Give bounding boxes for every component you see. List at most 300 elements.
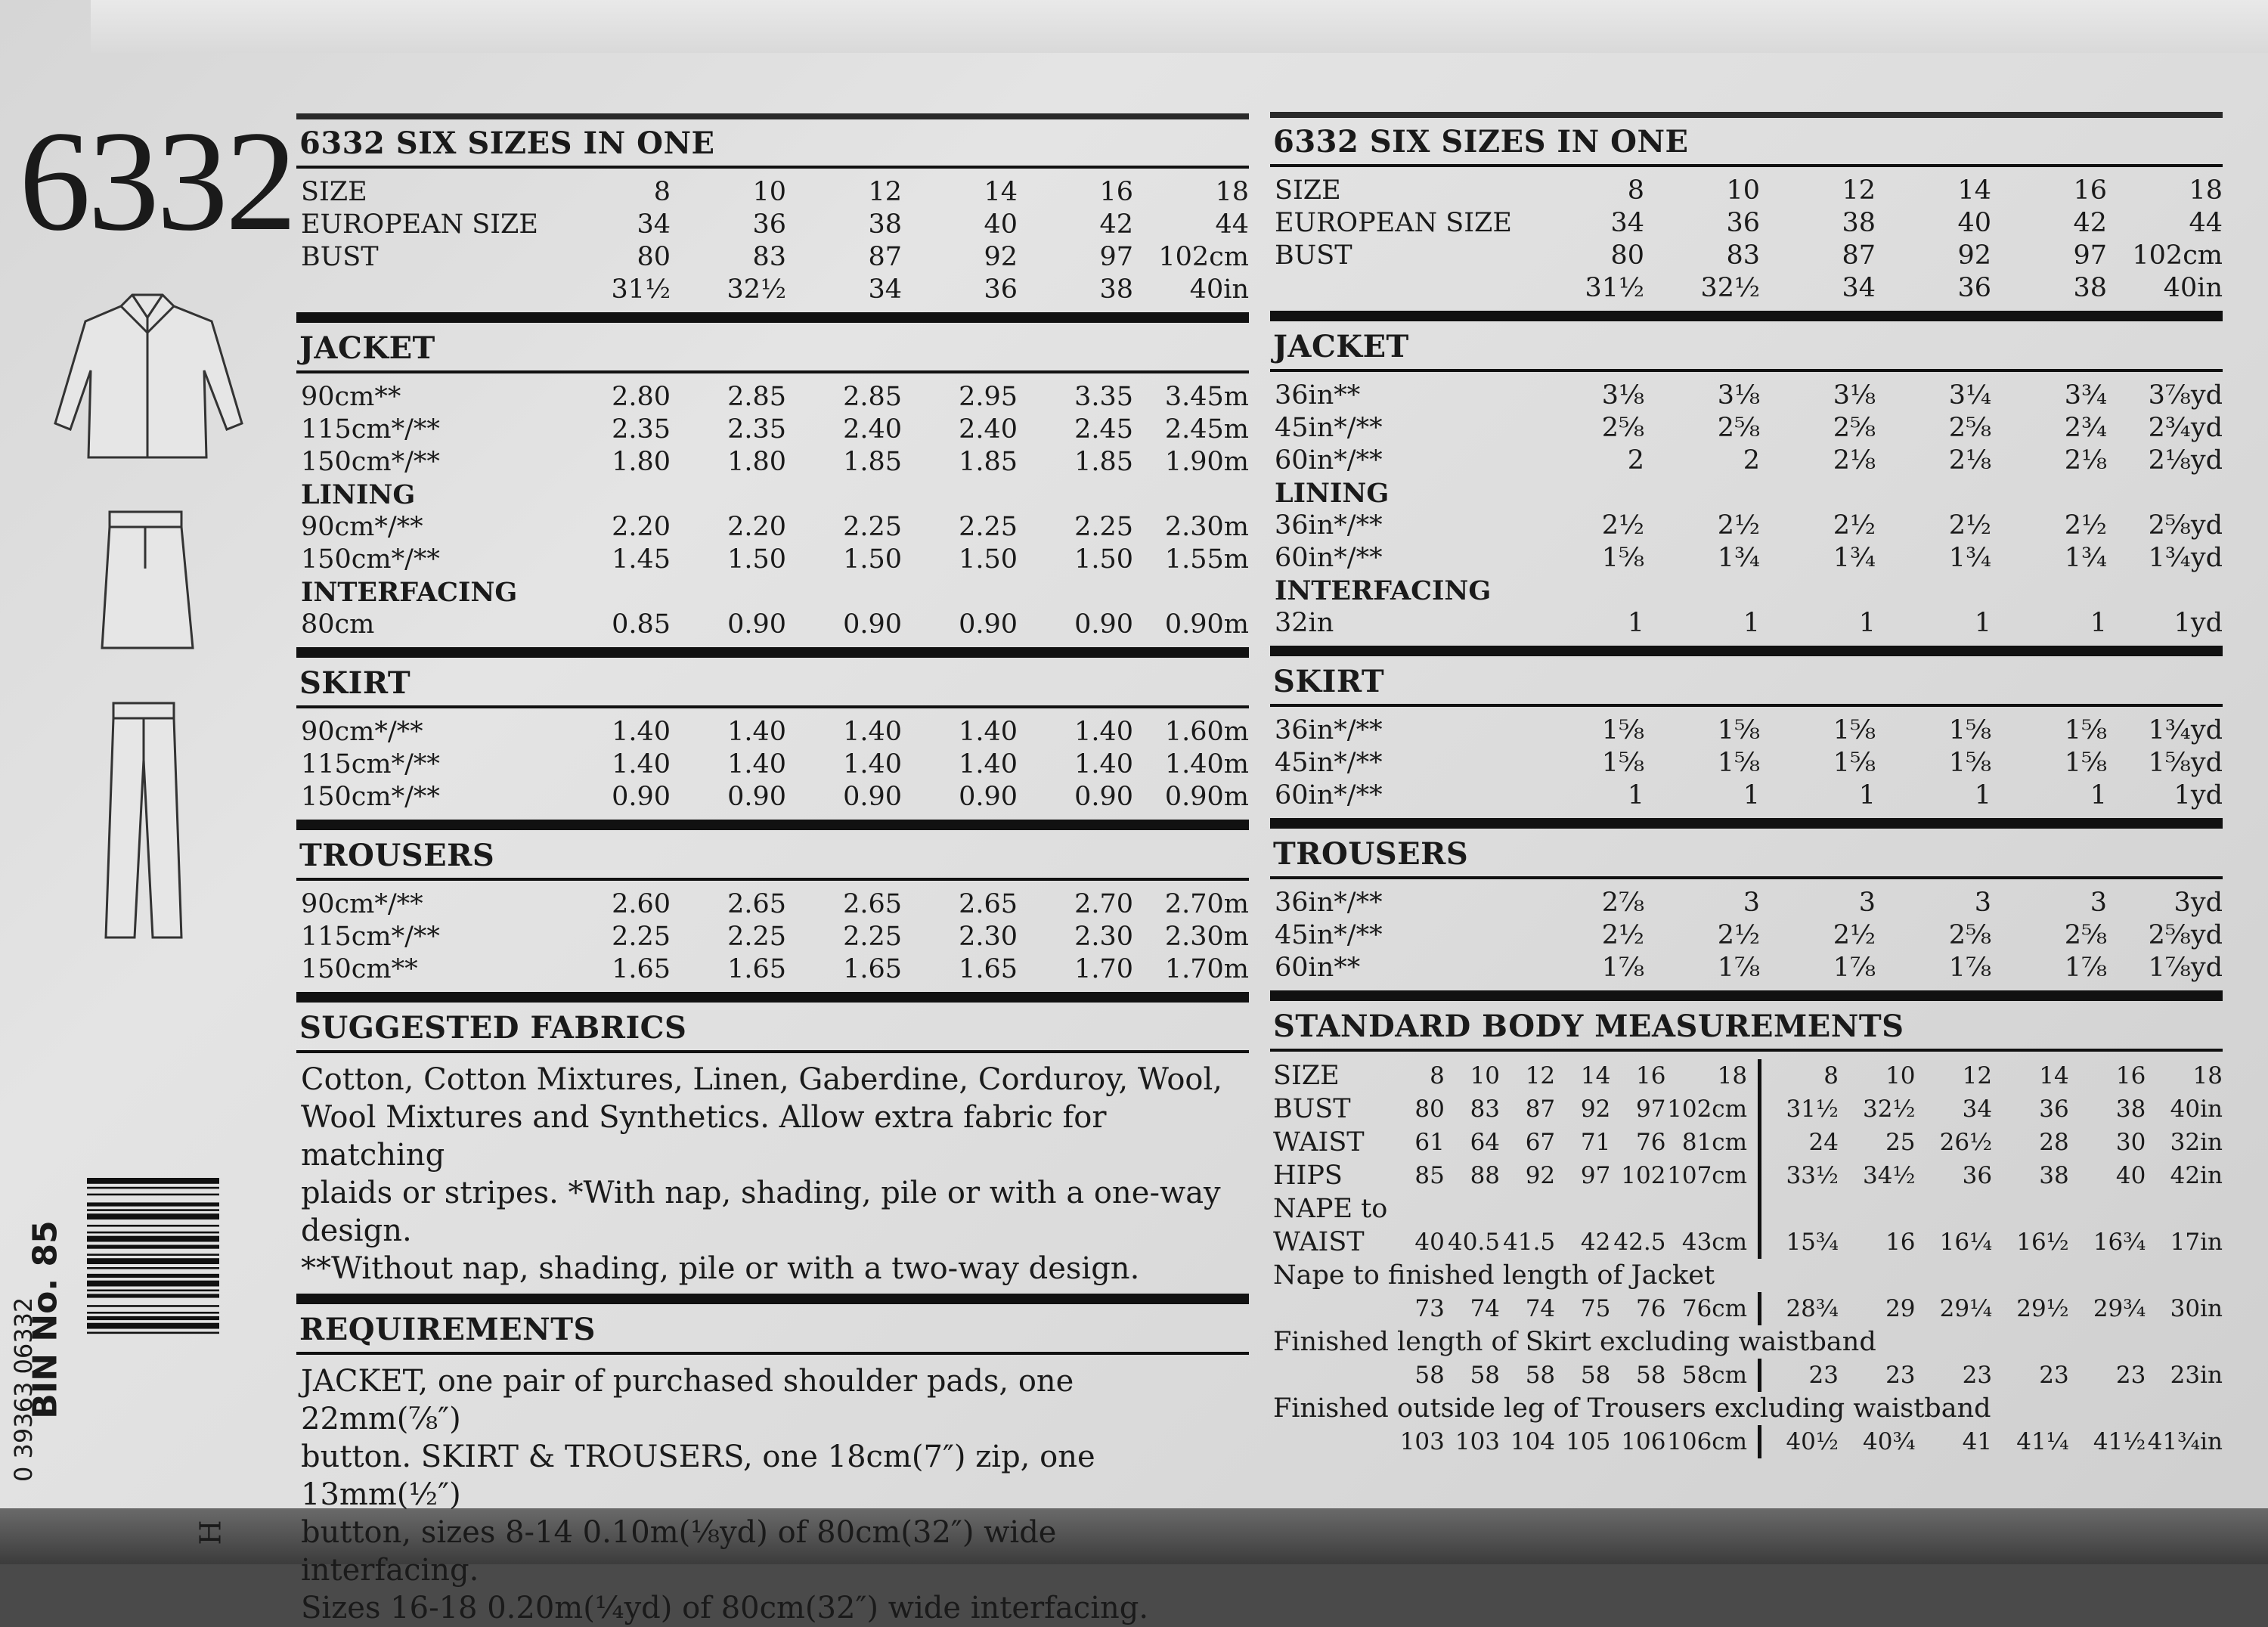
cell-value: 2½ <box>1601 510 1644 541</box>
cell-value: 1.40 <box>959 717 1018 747</box>
in-value: 16¾ <box>2093 1229 2146 1256</box>
imperial-jacket-table <box>1270 380 2223 640</box>
cell-value: 42 <box>1099 209 1133 240</box>
subheading-row <box>1270 575 2223 607</box>
empty-cell <box>1839 1192 1916 1226</box>
cell-value: 2.45m <box>1164 414 1249 445</box>
metric-skirt-table <box>296 716 1249 814</box>
cell-value: 40in <box>2163 273 2223 303</box>
cell-value: 2⅛ <box>1833 445 1876 476</box>
body-measurements-table <box>1270 1059 2223 1458</box>
measurement-row <box>1270 1126 2223 1159</box>
row-label: BUST <box>1275 240 1352 271</box>
cell-value: 2.95 <box>959 382 1018 412</box>
cell-value: 1⅝ <box>1833 715 1876 745</box>
in-value: 41½ <box>2093 1428 2146 1455</box>
divider <box>296 705 1249 708</box>
in-value: 12 <box>1962 1062 1993 1089</box>
cell-value: 3¼ <box>1948 380 1991 411</box>
row-label: 36in*/** <box>1275 715 1383 745</box>
row-label: 60in*/** <box>1275 780 1383 810</box>
cell-value: 2.85 <box>727 382 786 412</box>
table-row <box>296 748 1249 781</box>
measurement-title-row <box>1270 1259 2223 1292</box>
table-row <box>1270 714 2223 747</box>
metric-jacket-heading: JACKET <box>299 330 435 366</box>
cell-value: 1.70m <box>1164 954 1249 984</box>
cm-value: 92 <box>1525 1162 1556 1189</box>
cell-value: 3¾ <box>2064 380 2107 411</box>
subheading: INTERFACING <box>1275 575 1492 606</box>
in-value: 23in <box>2170 1362 2223 1389</box>
table-row <box>296 446 1249 479</box>
measurement-label: SIZE <box>1273 1061 1340 1091</box>
cm-value: 80 <box>1414 1096 1445 1123</box>
metric-trousers-heading: TROUSERS <box>299 838 495 873</box>
row-label: BUST <box>301 242 379 272</box>
in-value: 32in <box>2170 1129 2223 1156</box>
cell-value: 1.90m <box>1164 447 1249 477</box>
table-row <box>1270 175 2223 207</box>
in-value: 23 <box>1808 1362 1839 1389</box>
cm-value: 18 <box>1717 1062 1748 1089</box>
cell-value: 1⅝yd <box>2148 748 2223 778</box>
measurement-title-row <box>1270 1325 2223 1359</box>
table-row <box>296 921 1249 953</box>
cm-value: 58 <box>1580 1362 1611 1389</box>
cell-value: 2.25 <box>1074 512 1133 542</box>
text-line: button. SKIRT & TROUSERS, one 18cm(7″) zip, one 13mm(½″) <box>301 1440 1095 1512</box>
cell-value: 1.80 <box>727 447 786 477</box>
barcode-bar <box>87 1187 219 1189</box>
imperial-trousers-table <box>1270 887 2223 984</box>
cell-value: 1.40 <box>1074 749 1133 779</box>
in-value: 17in <box>2170 1229 2223 1256</box>
column-separator <box>1747 1159 1760 1192</box>
text-line: plaids or stripes. *With nap, shading, pile or with a one-way design. <box>301 1176 1221 1248</box>
cell-value: 1⅝ <box>1601 543 1644 573</box>
divider <box>1270 818 2223 829</box>
cell-value: 0.90 <box>843 782 902 812</box>
handwritten-mark: H <box>194 1520 228 1545</box>
cell-value: 2.35 <box>727 414 786 445</box>
table-row <box>1270 887 2223 919</box>
column-separator <box>1747 1059 1760 1092</box>
row-label: 36in*/** <box>1275 510 1383 541</box>
imperial-jacket-heading: JACKET <box>1273 329 1409 364</box>
row-label <box>296 274 555 306</box>
metric-trousers-table <box>296 888 1249 986</box>
in-value: 10 <box>1885 1062 1916 1089</box>
cell-value: 2.65 <box>959 889 1018 919</box>
cell-value: 1.85 <box>959 447 1018 477</box>
cell-value: 2.25 <box>612 922 671 952</box>
column-separator <box>1747 1359 1760 1392</box>
in-value: 31½ <box>1786 1096 1839 1123</box>
cell-value: 80 <box>1610 240 1644 271</box>
cell-value: 0.90m <box>1164 782 1249 812</box>
cell-value: 3 <box>2090 888 2107 918</box>
cell-value: 1¾ <box>1948 543 1991 573</box>
cm-value: 71 <box>1580 1129 1611 1156</box>
imperial-skirt-table <box>1270 714 2223 812</box>
cell-value: 12 <box>868 177 902 207</box>
barcode-bar <box>87 1281 219 1287</box>
cell-value: 80 <box>637 242 671 272</box>
cm-value: 104 <box>1510 1428 1556 1455</box>
table-row <box>1270 380 2223 412</box>
cell-value: 2 <box>1627 445 1644 476</box>
row-label: 45in*/** <box>1275 920 1383 950</box>
table-row <box>296 176 1249 209</box>
cell-value: 3⅞yd <box>2148 380 2223 411</box>
measurement-label: HIPS <box>1273 1161 1343 1191</box>
measurement-row <box>1270 1359 2223 1392</box>
cm-value: 67 <box>1525 1129 1556 1156</box>
in-value: 29¾ <box>2093 1295 2146 1322</box>
cell-value: 0.90 <box>1074 609 1133 640</box>
cell-value: 1⅝ <box>1601 748 1644 778</box>
measurement-label <box>1270 1425 1390 1458</box>
cell-value: 1 <box>1974 780 1991 810</box>
divider <box>296 166 1249 169</box>
cm-value: 103 <box>1455 1428 1501 1455</box>
cell-value: 2⅝ <box>2064 920 2107 950</box>
measurement-row <box>1270 1092 2223 1126</box>
cm-value: 85 <box>1414 1162 1445 1189</box>
in-value: 29½ <box>2016 1295 2069 1322</box>
cell-value: 1.50 <box>843 544 902 575</box>
cell-value: 2.40 <box>843 414 902 445</box>
cm-value: 40 <box>1414 1229 1445 1256</box>
measurement-label: WAIST <box>1273 1127 1365 1157</box>
cell-value: 2⅝yd <box>2148 510 2223 541</box>
table-row <box>1270 240 2223 272</box>
cell-value: 1.50 <box>959 544 1018 575</box>
table-row <box>1270 412 2223 445</box>
cell-value: 1.85 <box>843 447 902 477</box>
barcode-bar <box>87 1254 219 1256</box>
cell-value: 1.40 <box>843 717 902 747</box>
cell-value: 32½ <box>727 274 786 305</box>
row-label: 90cm*/** <box>301 717 423 747</box>
table-row <box>1270 607 2223 640</box>
in-value: 16 <box>1885 1229 1916 1256</box>
cell-value: 3⅛ <box>1833 380 1876 411</box>
cell-value: 83 <box>752 242 786 272</box>
barcode-bar <box>87 1209 219 1211</box>
cell-value: 1.40 <box>727 749 786 779</box>
in-value: 23 <box>2115 1362 2146 1389</box>
barcode-bar <box>87 1290 219 1292</box>
cm-value: 102 <box>1621 1162 1666 1189</box>
cm-value: 58 <box>1470 1362 1501 1389</box>
cm-value: 92 <box>1580 1096 1611 1123</box>
cm-value: 87 <box>1525 1096 1556 1123</box>
table-row <box>296 716 1249 748</box>
row-label: 115cm*/** <box>301 414 440 445</box>
cell-value: 1.65 <box>843 954 902 984</box>
cell-value: 10 <box>1726 175 1760 206</box>
cm-value: 73 <box>1414 1295 1445 1322</box>
cm-value: 43cm <box>1681 1229 1748 1256</box>
skirt-illustration <box>98 508 197 652</box>
cell-value: 1¾ <box>1717 543 1760 573</box>
empty-cell <box>1500 1192 1555 1226</box>
cell-value: 18 <box>2189 175 2223 206</box>
text-line: Cotton, Cotton Mixtures, Linen, Gaberdine, Corduroy, Wool, <box>301 1062 1223 1097</box>
in-value: 24 <box>1808 1129 1839 1156</box>
cm-value: 107cm <box>1667 1162 1748 1189</box>
row-label: 150cm** <box>301 954 418 984</box>
cell-value: 1 <box>2090 608 2107 638</box>
cell-value: 36 <box>1957 273 1991 303</box>
subheading: LINING <box>1275 478 1390 509</box>
subheading-row <box>296 479 1249 511</box>
cm-value: 97 <box>1635 1096 1666 1123</box>
cell-value: 36 <box>984 274 1018 305</box>
imperial-title: 6332 SIX SIZES IN ONE <box>1273 124 1689 160</box>
empty-cell <box>1760 1192 1839 1226</box>
barcode-bar <box>87 1225 219 1227</box>
empty-cell <box>2146 1192 2223 1226</box>
cell-value: 2.25 <box>843 922 902 952</box>
cell-value: 1⅝ <box>1948 748 1991 778</box>
envelope-top-edge <box>91 0 2268 53</box>
body-measurements-heading: STANDARD BODY MEASUREMENTS <box>1273 1009 1904 1044</box>
cm-value: 75 <box>1580 1295 1611 1322</box>
cell-value: 3 <box>1858 888 1876 918</box>
cm-value: 8 <box>1430 1062 1445 1089</box>
in-value: 38 <box>2115 1096 2146 1123</box>
in-value: 8 <box>1823 1062 1839 1089</box>
requirements-text <box>296 1362 1238 1627</box>
measurement-label <box>1270 1292 1390 1325</box>
table-row <box>1270 542 2223 575</box>
barcode-bar <box>87 1258 219 1264</box>
subheading: INTERFACING <box>301 577 518 608</box>
divider <box>1270 646 2223 656</box>
cell-value: 12 <box>1842 175 1876 206</box>
cell-value: 1⅞ <box>1833 953 1876 983</box>
barcode-bar <box>87 1294 219 1297</box>
cm-value: 64 <box>1470 1129 1501 1156</box>
table-row <box>1270 207 2223 240</box>
measurement-row <box>1270 1192 2223 1226</box>
cell-value: 2.30m <box>1164 922 1249 952</box>
row-label: 32in <box>1275 608 1334 638</box>
cell-value: 2.45 <box>1074 414 1133 445</box>
in-value: 28 <box>2039 1129 2069 1156</box>
pattern-number: 6332 <box>19 102 294 261</box>
cell-value: 2.65 <box>727 889 786 919</box>
cm-value: 58 <box>1635 1362 1666 1389</box>
cell-value: 8 <box>653 177 671 207</box>
cell-value: 1.40 <box>612 717 671 747</box>
barcode-bar <box>87 1323 219 1329</box>
divider <box>296 370 1249 373</box>
cell-value: 2½ <box>1717 510 1760 541</box>
in-value: 42in <box>2170 1162 2223 1189</box>
in-value: 32½ <box>1863 1096 1916 1123</box>
in-value: 23 <box>2039 1362 2069 1389</box>
in-value: 14 <box>2039 1062 2069 1089</box>
table-row <box>296 609 1249 641</box>
cell-value: 1¾yd <box>2148 543 2223 573</box>
cm-value: 12 <box>1525 1062 1556 1089</box>
row-label: 90cm** <box>301 382 401 412</box>
empty-cell <box>1390 1192 1445 1226</box>
in-value: 36 <box>2039 1096 2069 1123</box>
in-value: 40¾ <box>1863 1428 1916 1455</box>
cell-value: 92 <box>1957 240 1991 271</box>
cell-value: 1.60m <box>1164 717 1249 747</box>
cm-value: 10 <box>1470 1062 1501 1089</box>
cell-value: 1.40 <box>843 749 902 779</box>
divider <box>1270 164 2223 167</box>
cell-value: 2.30 <box>959 922 1018 952</box>
in-value: 30 <box>2115 1129 2146 1156</box>
cm-value: 61 <box>1414 1129 1445 1156</box>
cell-value: 97 <box>1099 242 1133 272</box>
cell-value: 1.55m <box>1164 544 1249 575</box>
table-row <box>1270 952 2223 984</box>
table-row <box>1270 510 2223 542</box>
cell-value: 40 <box>1957 208 1991 238</box>
fabrics-text <box>296 1061 1238 1288</box>
cell-value: 1.45 <box>612 544 671 575</box>
row-label: 90cm*/** <box>301 889 423 919</box>
top-rule <box>296 113 1249 119</box>
cell-value: 1⅝ <box>1833 748 1876 778</box>
in-value: 36 <box>1962 1162 1993 1189</box>
column-separator <box>1747 1192 1760 1226</box>
cell-value: 92 <box>984 242 1018 272</box>
row-label: 60in*/** <box>1275 445 1383 476</box>
metric-column <box>296 113 1249 1627</box>
cell-value: 87 <box>868 242 902 272</box>
cell-value: 1.85 <box>1074 447 1133 477</box>
cm-value: 74 <box>1470 1295 1501 1322</box>
row-label: 36in*/** <box>1275 888 1383 918</box>
cell-value: 2⅝ <box>1948 413 1991 443</box>
column-separator <box>1747 1126 1760 1159</box>
subheading: LINING <box>301 479 416 510</box>
table-row <box>1270 272 2223 305</box>
barcode-bar <box>87 1274 219 1278</box>
row-label: 150cm*/** <box>301 782 440 812</box>
barcode-bar <box>87 1316 219 1320</box>
cell-value: 34 <box>1842 273 1876 303</box>
cell-value: 0.90 <box>843 609 902 640</box>
cell-value: 1 <box>1627 780 1644 810</box>
cell-value: 2¾yd <box>2148 413 2223 443</box>
imperial-skirt-heading: SKIRT <box>1273 664 1385 699</box>
cm-value: 16 <box>1635 1062 1666 1089</box>
metric-title: 6332 SIX SIZES IN ONE <box>299 126 715 161</box>
in-value: 25 <box>1885 1129 1916 1156</box>
cell-value: 34 <box>637 209 671 240</box>
cell-value: 3 <box>1743 888 1760 918</box>
subheading-row <box>1270 477 2223 510</box>
cell-value: 1⅞ <box>2064 953 2107 983</box>
in-value: 40 <box>2115 1162 2146 1189</box>
cell-value: 2⅛ <box>2064 445 2107 476</box>
cell-value: 87 <box>1842 240 1876 271</box>
cell-value: 14 <box>984 177 1018 207</box>
metric-jacket-table <box>296 381 1249 641</box>
in-value: 16½ <box>2016 1229 2069 1256</box>
cell-value: 2.25 <box>727 922 786 952</box>
in-value: 41¾in <box>2147 1428 2223 1455</box>
divider <box>1270 876 2223 879</box>
row-label <box>1270 272 1529 305</box>
column-separator <box>1747 1092 1760 1126</box>
cell-value: 2.35 <box>612 414 671 445</box>
cell-value: 34 <box>1610 208 1644 238</box>
table-row <box>296 381 1249 414</box>
measurement-title: Finished outside leg of Trousers excluding waistband <box>1273 1393 1991 1424</box>
imperial-size-table <box>1270 175 2223 305</box>
barcode <box>57 1172 219 1474</box>
metric-size-table <box>296 176 1249 306</box>
cell-value: 3yd <box>2174 888 2223 918</box>
trousers-illustration <box>98 699 189 941</box>
table-row <box>296 274 1249 306</box>
cell-value: 1 <box>1627 608 1644 638</box>
row-label: EUROPEAN SIZE <box>1275 208 1512 238</box>
cell-value: 36 <box>752 209 786 240</box>
cell-value: 8 <box>1627 175 1644 206</box>
cell-value: 2⅛yd <box>2148 445 2223 476</box>
in-value: 26½ <box>1939 1129 1993 1156</box>
measurement-row <box>1270 1226 2223 1259</box>
cell-value: 2⅝yd <box>2148 920 2223 950</box>
cm-value: 58cm <box>1681 1362 1748 1389</box>
cell-value: 1⅝ <box>1948 715 1991 745</box>
cm-value: 83 <box>1470 1096 1501 1123</box>
cm-value: 74 <box>1525 1295 1556 1322</box>
cell-value: 42 <box>2073 208 2107 238</box>
metric-skirt-heading: SKIRT <box>299 665 411 701</box>
measurement-row <box>1270 1292 2223 1325</box>
empty-cell <box>1555 1192 1610 1226</box>
cell-value: 38 <box>2073 273 2107 303</box>
divider <box>296 1294 1249 1304</box>
in-value: 28¾ <box>1786 1295 1839 1322</box>
cell-value: 2⅞ <box>1601 888 1644 918</box>
cell-value: 2½ <box>2064 510 2107 541</box>
text-line: **Without nap, shading, pile or with a two-way design. <box>301 1251 1140 1286</box>
cell-value: 2.80 <box>612 382 671 412</box>
table-row <box>1270 919 2223 952</box>
divider <box>296 820 1249 830</box>
cell-value: 2.20 <box>612 512 671 542</box>
cm-value: 58 <box>1525 1362 1556 1389</box>
cell-value: 0.90 <box>612 782 671 812</box>
cm-value: 14 <box>1580 1062 1611 1089</box>
cell-value: 3⅛ <box>1601 380 1644 411</box>
cell-value: 44 <box>1215 209 1249 240</box>
cell-value: 32½ <box>1700 273 1760 303</box>
table-row <box>1270 779 2223 812</box>
empty-cell <box>1992 1192 2069 1226</box>
measurement-title: Finished length of Skirt excluding waistband <box>1273 1327 1876 1357</box>
divider <box>296 1050 1249 1053</box>
cell-value: 3⅛ <box>1717 380 1760 411</box>
cell-value: 38 <box>1099 274 1133 305</box>
barcode-bar <box>87 1178 219 1184</box>
